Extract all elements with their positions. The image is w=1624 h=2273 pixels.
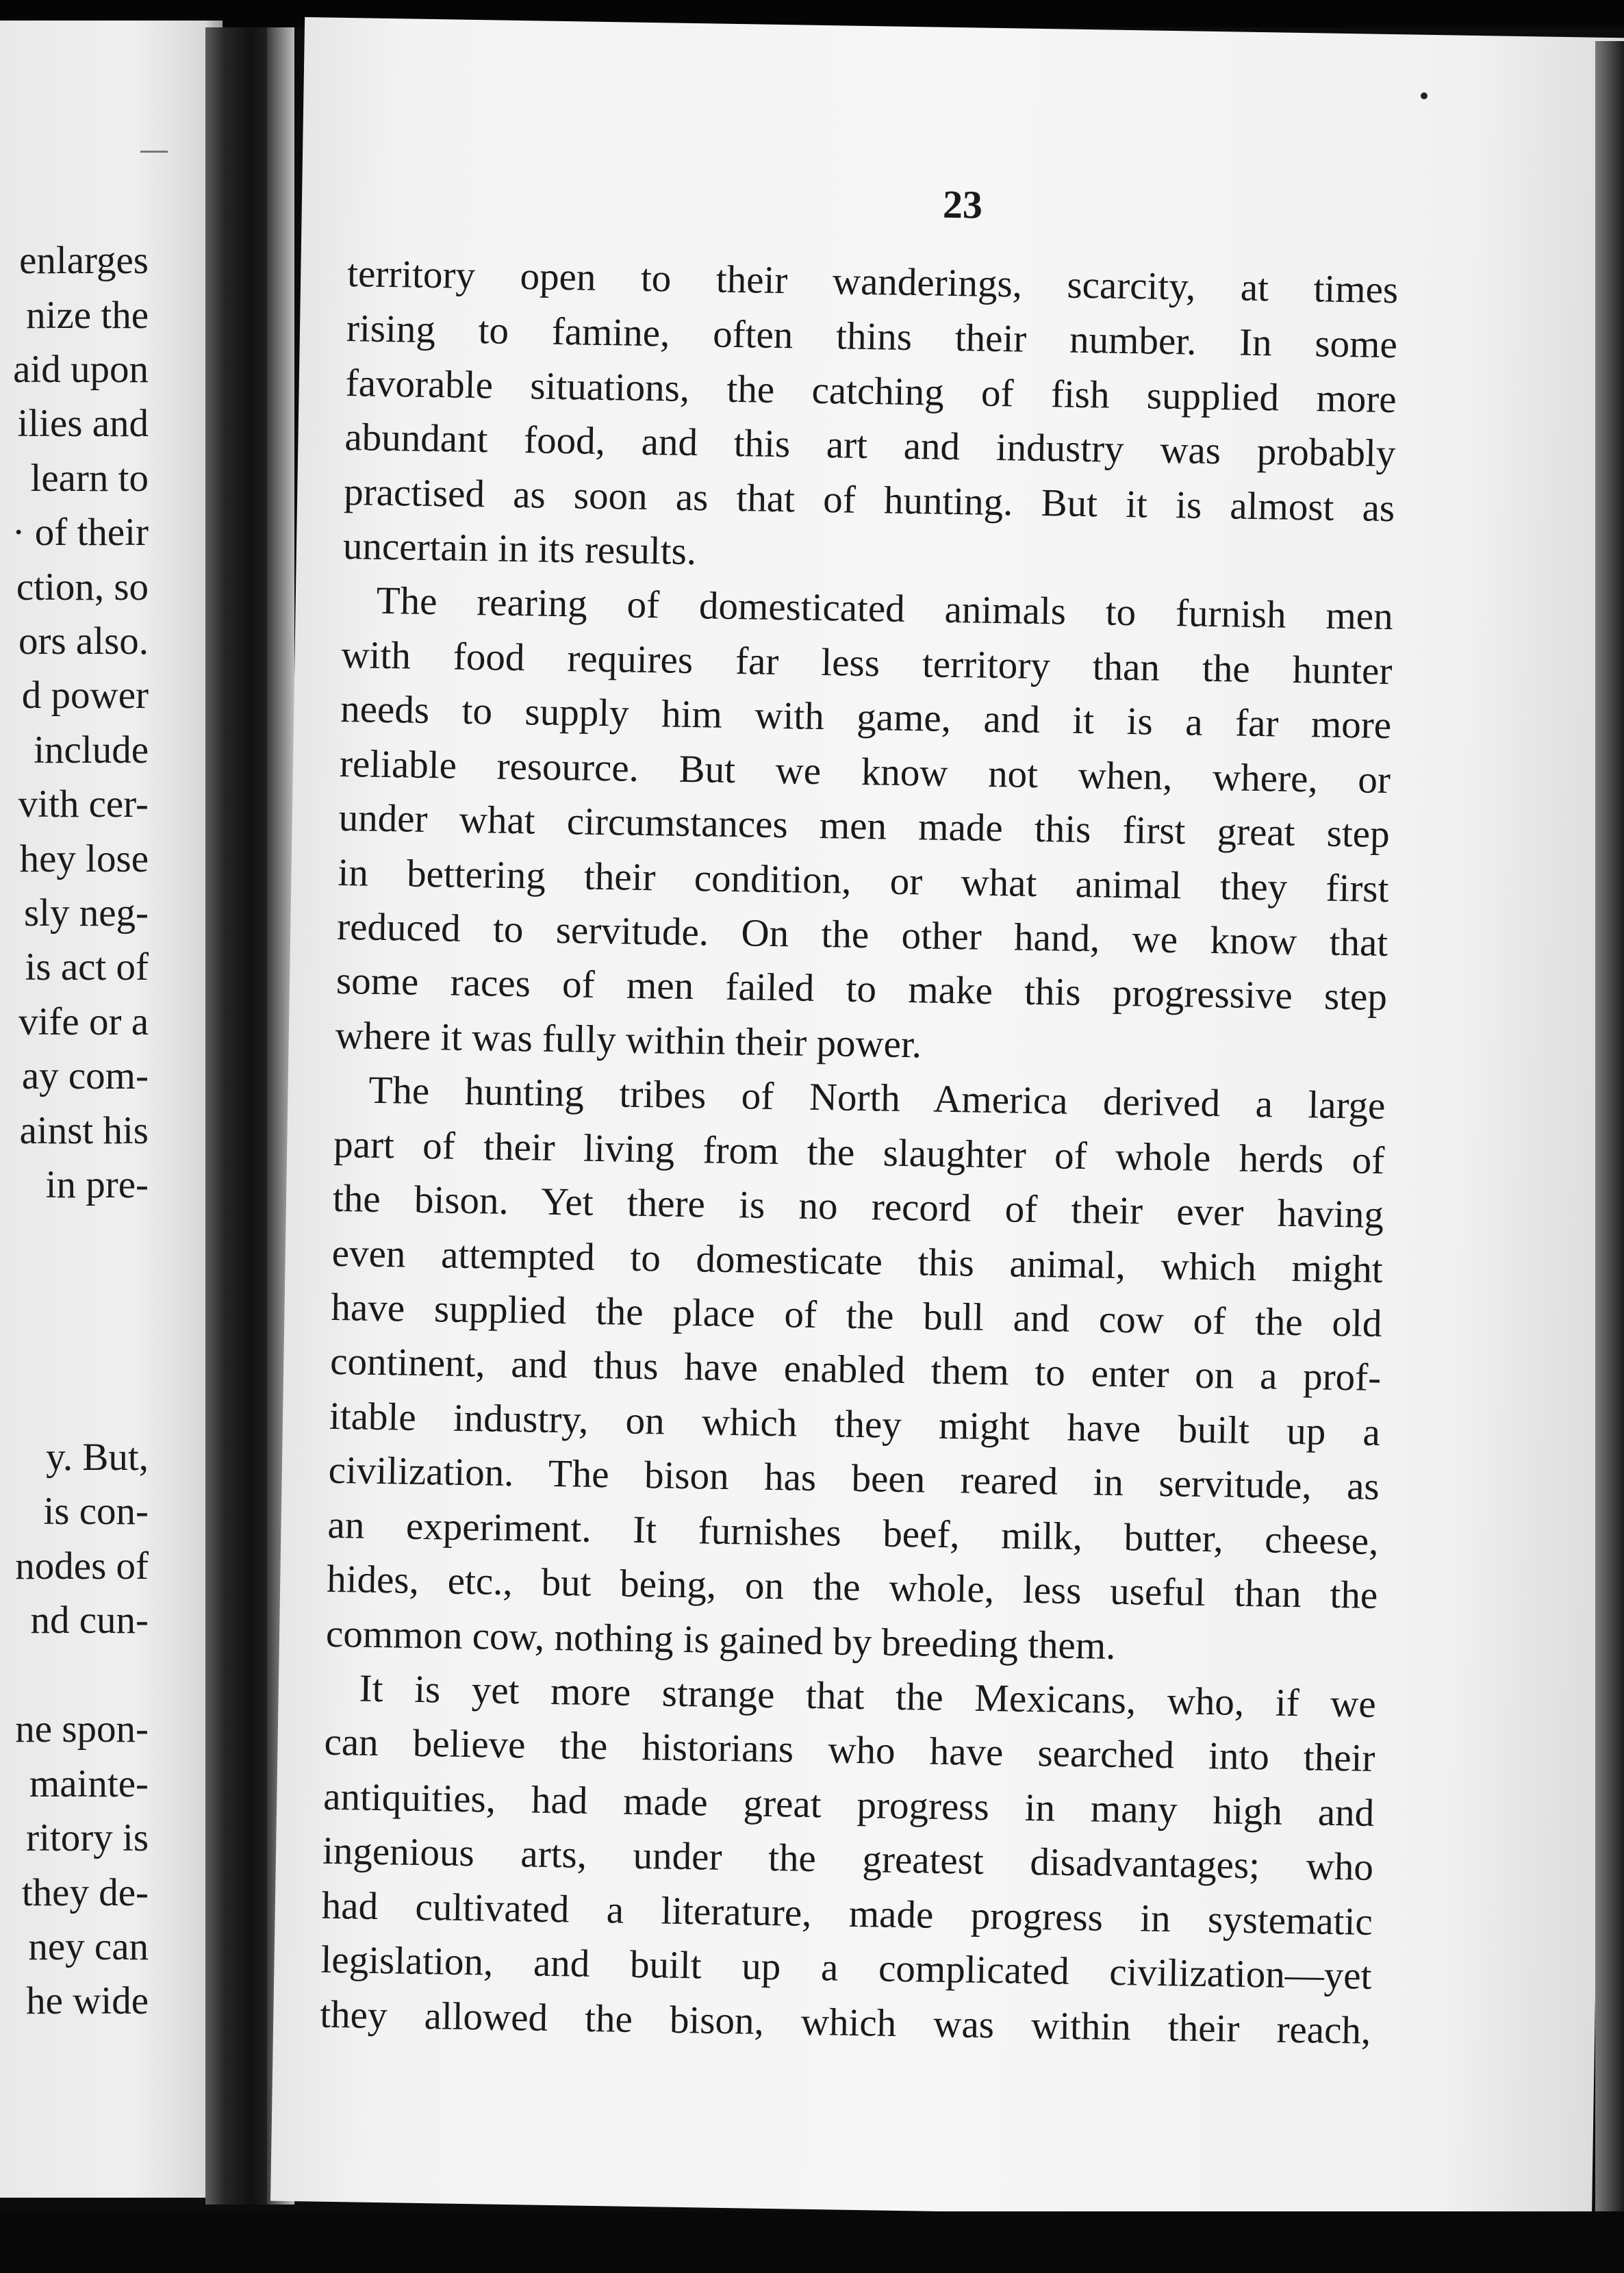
text-line: an experiment. It furnishes beef, milk, butter, cheese,: [327, 1503, 1379, 1563]
left-page-line: hey lose: [19, 837, 149, 880]
left-page-line: ne spon-: [15, 1707, 149, 1751]
left-page-line: in pre-: [45, 1163, 149, 1206]
ink-speck: [1421, 92, 1428, 99]
left-page-line: mainte-: [29, 1762, 149, 1805]
previous-page-fragment: [0, 21, 223, 2198]
left-page-line: enlarges: [19, 239, 149, 282]
text-line: needs to supply him with game, and it is a far more: [340, 687, 1392, 748]
left-page-line: is act of: [25, 945, 149, 989]
text-line: territory open to their wanderings, scarcity, at times: [346, 252, 1399, 312]
text-line: The rearing of domesticated animals to furnish men: [376, 579, 1394, 639]
text-line: the bison. Yet there is no record of their ever having: [332, 1176, 1384, 1237]
left-page-line: ilies and: [17, 402, 149, 445]
text-line: hides, etc., but being, on the whole, less useful than the: [326, 1557, 1378, 1617]
left-page-line: ors also.: [18, 620, 149, 663]
text-line: uncertain in its results.: [342, 524, 697, 574]
left-page-line: he wide: [26, 1979, 149, 2022]
right-edge-shadow: [1595, 41, 1624, 2232]
left-page-line: · of their: [12, 511, 149, 554]
text-line: even attempted to domesticate this animal, which might: [331, 1231, 1384, 1291]
bottom-scan-border: [0, 2211, 1624, 2273]
text-line: itable industry, on which they might have built up a: [329, 1394, 1381, 1454]
left-page-line: ction, so: [16, 566, 149, 609]
text-line: The hunting tribes of North America derived a large: [368, 1068, 1386, 1128]
text-line: civilization. The bison has been reared in servitude, as: [328, 1448, 1380, 1508]
text-line: rising to famine, often thins their number. In some: [346, 307, 1398, 367]
left-page-line: aid upon: [13, 348, 149, 391]
left-page-line: vife or a: [18, 1000, 149, 1043]
text-line: antiquities, had made great progress in many high and: [322, 1775, 1375, 1835]
left-page-line: ritory is: [26, 1816, 149, 1859]
left-page-line: d power: [21, 674, 149, 717]
text-line: reduced to servitude. On the other hand, we know that: [336, 904, 1388, 965]
text-line: favorable situations, the catching of fish supplied more: [345, 361, 1397, 422]
text-line: some races of men failed to make this progressive step: [335, 958, 1388, 1019]
left-page-line: nd cun-: [30, 1599, 149, 1642]
top-scan-border: [0, 0, 1624, 27]
text-line: had cultivated a literature, made progress in systematic: [321, 1883, 1373, 1944]
text-line: It is yet more strange that the Mexicans, who, if we: [359, 1666, 1377, 1726]
text-line: can believe the historians who have searched into their: [324, 1720, 1375, 1780]
text-line: common cow, nothing is gained by breeding them.: [325, 1612, 1116, 1668]
book-page: [270, 17, 1624, 2222]
left-page-line: ainst his: [19, 1109, 149, 1152]
text-line: practised as soon as that of hunting. But it is almost as: [343, 470, 1395, 531]
left-page-line: vith cer-: [18, 783, 149, 826]
left-page-line: they de-: [21, 1871, 149, 1914]
left-page-line: include: [34, 728, 149, 772]
text-line: ingenious arts, under the greatest disadvantages; who: [322, 1829, 1374, 1889]
text-line: under what circumstances men made this first great step: [338, 796, 1391, 856]
left-page-line: y. But,: [46, 1436, 149, 1479]
text-line: where it was fully within their power.: [335, 1013, 922, 1067]
left-page-line: nodes of: [15, 1545, 149, 1588]
page-mark: [140, 151, 168, 153]
left-page-line: is con-: [43, 1490, 149, 1533]
text-line: they allowed the bison, which was within their reach,: [319, 1992, 1371, 2053]
left-page-line: ay com-: [21, 1054, 149, 1097]
text-line: legislation, and built up a complicated civilization—yet: [320, 1938, 1372, 1998]
left-page-line: ney can: [28, 1925, 149, 1968]
page-number: 23: [942, 181, 983, 227]
text-line: have supplied the place of the bull and cow of the old: [331, 1285, 1382, 1345]
left-page-line: nize the: [26, 294, 149, 337]
left-page-line: sly neg-: [23, 891, 149, 935]
text-line: reliable resource. But we know not when, where, or: [339, 741, 1391, 802]
left-page-line: learn to: [30, 457, 149, 500]
text-line: abundant food, and this art and industry was probably: [344, 416, 1396, 476]
text-line: with food requires far less territory than the hunter: [341, 633, 1393, 694]
text-line: continent, and thus have enabled them to enter on a prof-: [329, 1339, 1382, 1399]
text-line: in bettering their condition, or what animal they first: [338, 850, 1389, 911]
text-line: part of their living from the slaughter of whole herds of: [333, 1122, 1385, 1183]
